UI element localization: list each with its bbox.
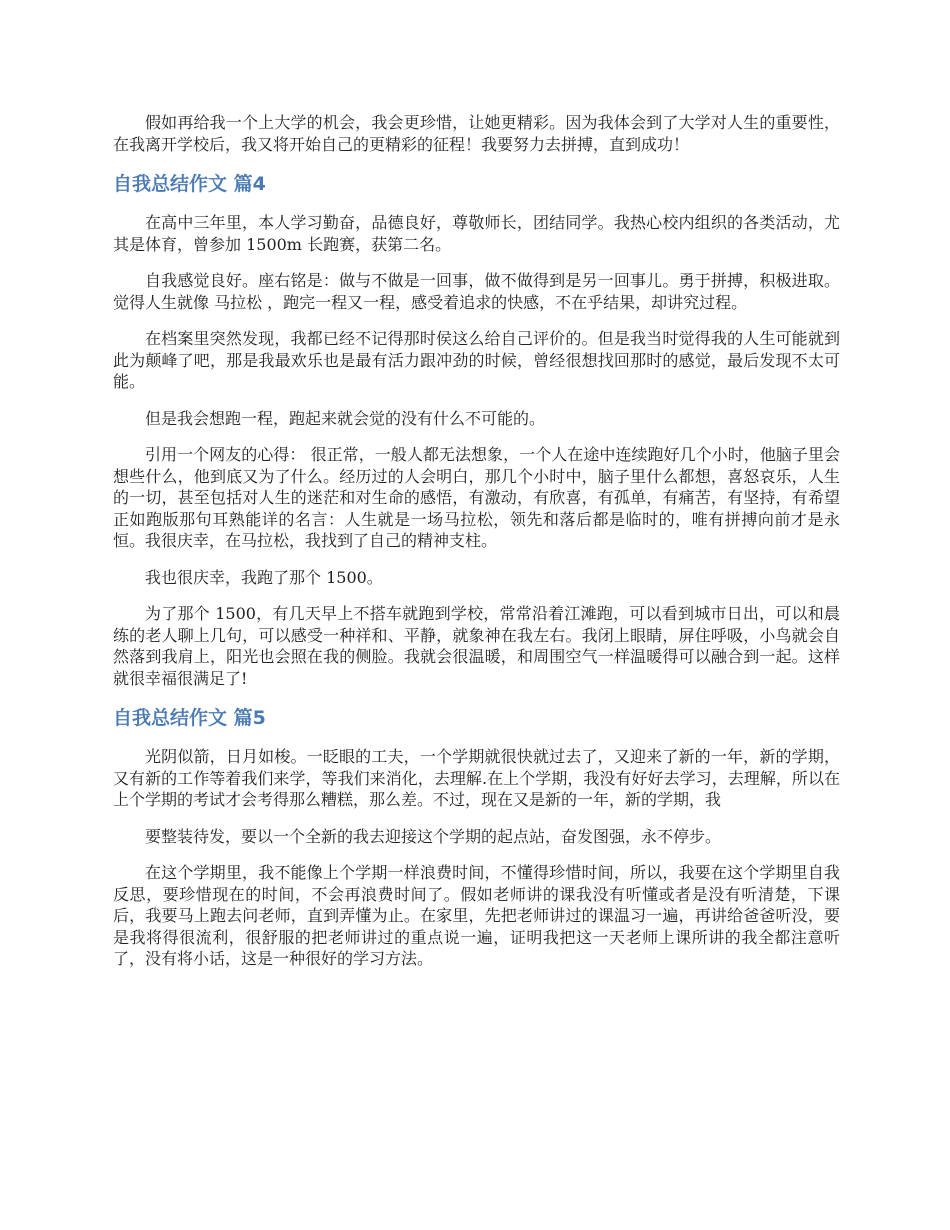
section-5-paragraph-2: 要整装待发，要以一个全新的我去迎接这个学期的起点站，奋发图强，永不停步。 xyxy=(145,826,722,846)
section-4-paragraph-2: 自我感觉良好。座右铭是：做与不做是一回事，做不做得到是另一回事儿。勇于拼搏，积极进取。觉得人生就像 马拉松 ，跑完一程又一程，感受着追求的快感，不在乎结果，却讲究过程。 xyxy=(113,271,840,312)
section-4-paragraph-3: 在档案里突然发现，我都已经不记得那时侯这么给自己评价的。但是我当时觉得我的人生可能就到此为颠峰了吧，那是我最欢乐也是最有活力跟冲劲的时候，曾经很想找回那时的感觉，最后发现不太可能。 xyxy=(113,329,840,391)
section-4-paragraph-1: 在高中三年里，本人学习勤奋，品德良好，尊敬师长，团结同学。我热心校内组织的各类活动，尤其是体育，曾参加 1500m 长跑赛，获第二名。 xyxy=(113,213,840,254)
document-page xyxy=(113,112,840,985)
section-5-heading: 自我总结作文 篇5 xyxy=(113,707,266,729)
section-4-paragraph-7: 为了那个 1500，有几天早上不搭车就跑到学校，常常沿着江滩跑，可以看到城市日出，可以和晨练的老人聊上几句，可以感受一种祥和、平静，就象神在我左右。我闭上眼睛，屏住呼吸，小鸟就会自然落到我肩上，阳光也会照在我的侧脸。我就会很温暖，和周围空气一样温暖得可以融合到一起。这样就很幸福很满足了! xyxy=(113,604,840,688)
section-5-paragraph-3: 在这个学期里，我不能像上个学期一样浪费时间，不懂得珍惜时间，所以，我要在这个学期里自我反思，要珍惜现在的时间，不会再浪费时间了。假如老师讲的课我没有听懂或者是没有听清楚，下课后，我要马上跑去问老师，直到弄懂为止。在家里，先把老师讲过的课温习一遍，再讲给爸爸听没，要是我将得很流利，很舒服的把老师讲过的重点说一遍，证明我把这一天老师上课所讲的我全都注意听了，没有将小话，这是一种很好的学习方法。 xyxy=(113,863,840,968)
intro-paragraph: 假如再给我一个上大学的机会，我会更珍惜，让她更精彩。因为我体会到了大学对人生的重要性，在我离开学校后，我又将开始自己的更精彩的征程！我要努力去拼搏，直到成功！ xyxy=(113,113,840,154)
section-4-paragraph-6: 我也很庆幸，我跑了那个 1500。 xyxy=(145,567,383,587)
section-5-paragraph-1: 光阴似箭，日月如梭。一眨眼的工夫，一个学期就很快就过去了，又迎来了新的一年，新的学期，又有新的工作等着我们来学，等我们来消化，去理解.在上个学期，我没有好好去学习，去理解，所以在上个学期的考试才会考得那么糟糕，那么差。不过，现在又是新的一年，新的学期，我 xyxy=(113,747,840,809)
section-4-heading: 自我总结作文 篇4 xyxy=(113,173,266,195)
section-4-paragraph-5: 引用一个网友的心得： 很正常，一般人都无法想象，一个人在途中连续跑好几个小时，他脑子里会想些什么，他到底又为了什么。经历过的人会明白，那几个小时中，脑子里什么都想，喜怒哀乐，人生的一切，甚至包括对人生的迷茫和对生命的感悟，有激动，有欣喜，有孤单，有痛苦，有坚持，有希望 正如跑版那句耳熟能详的名言：人生就是一场马拉松，领先和落后都是临时的，唯有拼搏向前才是永恒。我很庆幸，在马拉松，我找到了自己的精神支柱。 xyxy=(113,445,840,550)
section-4-paragraph-4: 但是我会想跑一程，跑起来就会觉的没有什么不可能的。 xyxy=(145,408,546,428)
